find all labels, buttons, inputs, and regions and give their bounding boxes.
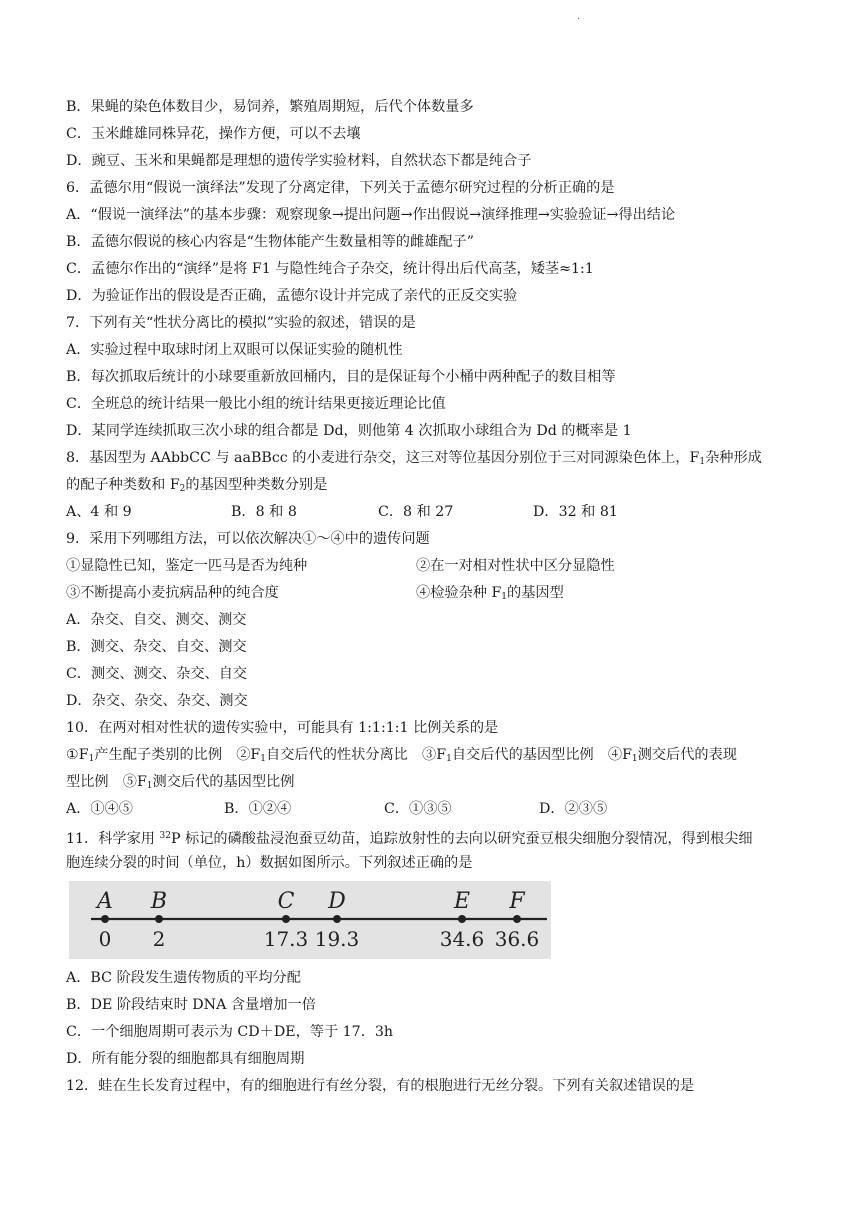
option-line: D．豌豆、玉米和果蝇都是理想的遗传学实验材料，自然状态下都是纯合子 xyxy=(66,153,532,169)
timeline-value-f: 36.6 xyxy=(494,927,540,951)
question-8-options xyxy=(66,499,796,526)
timeline-letter-d: D xyxy=(328,889,346,914)
option-line: C．孟德尔作出的“演绎”是将 F1 与隐性纯合子杂交，统计得出后代高茎，矮茎≈1:1 xyxy=(66,261,594,277)
question-9-items: ①显隐性已知，鉴定一匹马是否为纯种 ②在一对相对性状中区分显隐性 xyxy=(66,558,615,574)
option-c: C．8 和 27 xyxy=(378,504,454,520)
option-line: A．实验过程中取球时闭上双眼可以保证实验的随机性 xyxy=(66,342,403,358)
option-line: D．某同学连续抓取三次小球的组合都是 Dd，则他第 4 次抓取小球组合为 Dd 的概率是 1 xyxy=(66,423,632,439)
timeline-letter-e: E xyxy=(453,889,471,914)
option-line: B．DE 阶段结束时 DNA 含量增加一倍 xyxy=(66,997,316,1013)
question-10: 10．在两对相对性状的遗传实验中，可能具有 1:1:1:1 比例关系的是 xyxy=(66,720,499,736)
option-line: A．“假说一演绎法”的基本步骤：观察现象→提出问题→作出假说→演绎推理→实验验证→得出结论 xyxy=(66,207,676,223)
timeline-point-a xyxy=(101,915,109,923)
timeline-point-d xyxy=(333,915,341,923)
question-12: 12．蛙在生长发育过程中，有的细胞进行有丝分裂，有的根胞进行无丝分裂。下列有关叙述错误的是 xyxy=(66,1078,695,1094)
timeline-value-c: 17.3 xyxy=(263,927,309,951)
timeline-letter-b: B xyxy=(150,889,168,914)
header-mark: · xyxy=(577,14,581,25)
question-11: 11．科学家用 $^{32}$P 标记的磷酸盐浸泡蚕豆幼苗，追踪放射性的去向以研究蚕豆根尖细胞分裂情况，得到根尖细 xyxy=(66,831,753,847)
question-8: 8．基因型为 AAbbCC 与 aaBBcc 的小麦进行杂交，这三对等位基因分别位于三对同源染色体上，$F_1$杂种形成 xyxy=(66,450,762,467)
question-content xyxy=(66,94,796,1100)
question-11-cont: 胞连续分裂的时间（单位，h）数据如图所示。下列叙述正确的是 xyxy=(66,855,473,871)
timeline-point-b xyxy=(155,915,163,923)
option-line: C．全班总的统计结果一般比小组的统计结果更接近理论比值 xyxy=(66,396,446,412)
timeline-letter-a: A xyxy=(97,889,113,914)
option-line: C．一个细胞周期可表示为 CD＋DE，等于 17．3h xyxy=(66,1024,394,1040)
question-10-options xyxy=(66,796,796,823)
option-b: B．①②④ xyxy=(224,801,292,817)
question-6: 6．孟德尔用“假说一演绎法”发现了分离定律，下列关于孟德尔研究过程的分析正确的是 xyxy=(66,180,615,196)
option-line: D．为验证作出的假设是否正确，孟德尔设计并完成了亲代的正反交实验 xyxy=(66,288,518,304)
option-line: C．玉米雌雄同株异花，操作方便，可以不去壤 xyxy=(66,126,361,142)
option-line: A．BC 阶段发生遗传物质的平均分配 xyxy=(66,970,301,986)
timeline-point-e xyxy=(458,915,466,923)
option-line: A．杂交、自交、测交、测交 xyxy=(66,612,247,628)
option-d: D．32 和 81 xyxy=(533,504,618,520)
timeline-value-e: 34.6 xyxy=(439,927,485,951)
question-9-items: ③不断提高小麦抗病品种的纯合度 ④检验杂种 $F_1$的基因型 xyxy=(66,585,564,602)
option-line: B．孟德尔假说的核心内容是“生物体能产生数量相等的雌雄配子” xyxy=(66,234,474,250)
timeline-value-a: 0 xyxy=(98,927,112,951)
option-line: B．测交、杂交、自交、测交 xyxy=(66,639,247,655)
question-10-items: $①F_1$产生配子类别的比例 $②F_1$自交后代的性状分离比 $③F_1$自交后代的基因型比例 $④F_1$测交后代的表现 xyxy=(66,747,737,764)
option-d: D．②③⑤ xyxy=(539,801,608,817)
option-line: D．所有能分裂的细胞都具有细胞周期 xyxy=(66,1051,305,1067)
question-9: 9．采用下列哪组方法，可以依次解决①～④中的遗传问题 xyxy=(66,531,430,547)
option-line: C．测交、测交、杂交、自交 xyxy=(66,666,248,682)
option-line: D．杂交、杂交、杂交、测交 xyxy=(66,693,248,709)
cell-cycle-timeline-figure xyxy=(69,881,551,959)
question-7: 7．下列有关“性状分离比的模拟”实验的叙述，错误的是 xyxy=(66,315,416,331)
timeline-value-d: 19.3 xyxy=(314,927,360,951)
option-a: A．①④⑤ xyxy=(66,801,133,817)
timeline-letter-f: F xyxy=(509,889,525,914)
timeline-point-f xyxy=(513,915,521,923)
timeline-letter-c: C xyxy=(277,889,295,914)
question-8-cont: 的配子种类数和 $F_2$的基因型种类数分别是 xyxy=(66,477,328,494)
option-c: C．①③⑤ xyxy=(384,801,452,817)
timeline-svg xyxy=(69,881,551,959)
timeline-value-b: 2 xyxy=(152,927,166,951)
question-10-items-cont: 型比例 $⑤F_1$测交后代的基因型比例 xyxy=(66,774,295,791)
option-line: B．每次抓取后统计的小球要重新放回桶内，目的是保证每个小桶中两种配子的数目相等 xyxy=(66,369,616,385)
option-line: B．果蝇的染色体数目少，易饲养，繁殖周期短，后代个体数量多 xyxy=(66,99,474,115)
option-b: B．8 和 8 xyxy=(231,504,297,520)
option-a: A、4 和 9 xyxy=(66,504,132,520)
timeline-point-c xyxy=(282,915,290,923)
